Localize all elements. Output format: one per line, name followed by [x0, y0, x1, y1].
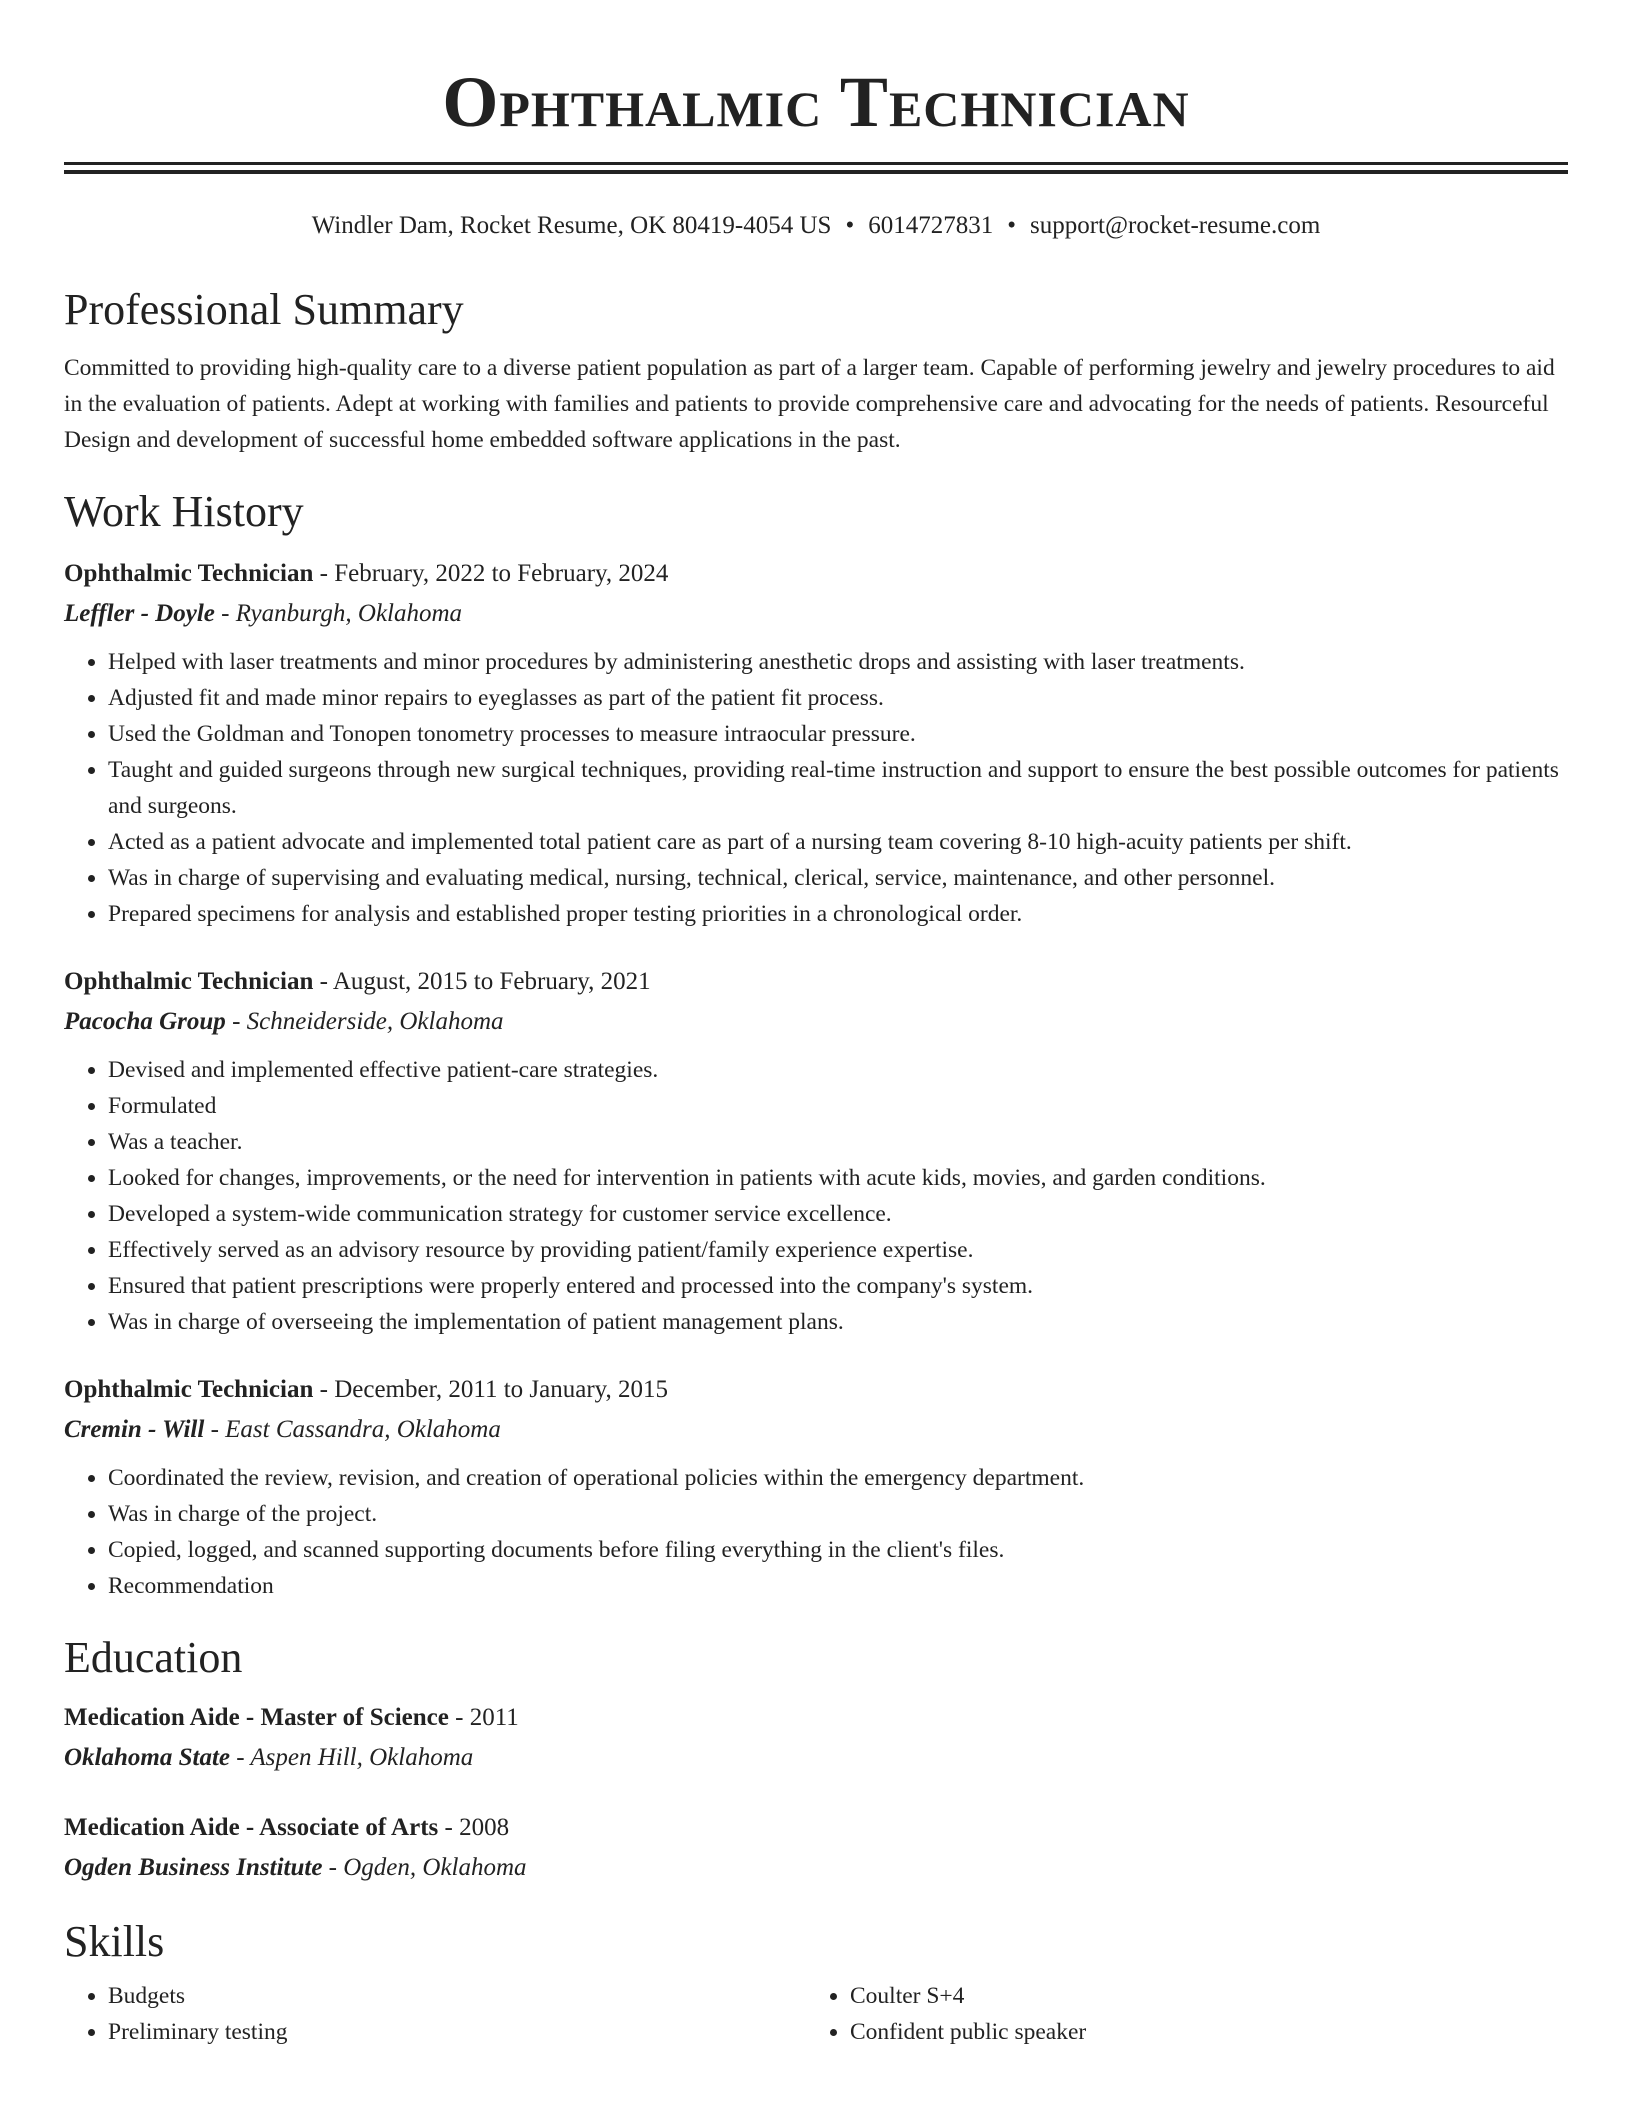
job-dates: February, 2022 to February, 2024: [334, 560, 669, 587]
education-degree: Medication Aide - Associate of Arts: [64, 1814, 439, 1841]
job-title-line: Ophthalmic Technician - December, 2011 to January, 2015: [64, 1376, 669, 1403]
job-company-line: Cremin - Will - East Cassandra, Oklahoma: [64, 1416, 501, 1443]
education-list: [64, 1698, 1568, 1888]
skills-column-left: [64, 1978, 806, 2050]
job-bullets: [64, 644, 1568, 932]
contact-address: Windler Dam, Rocket Resume, OK 80419-4054 US: [311, 212, 832, 239]
contact-phone: 6014727831: [868, 212, 994, 239]
job-entry: [64, 1370, 1568, 1604]
job-bullet: • Coordinated the review, revision, and creation of operational policies within the emergency department.: [108, 1460, 1568, 1496]
job-bullet: • Taught and guided surgeons through new surgical techniques, providing real-time instruction and support to ensure the best possible outcomes for patients and surgeons.: [108, 752, 1568, 824]
job-bullet: • Used the Goldman and Tonopen tonometry processes to measure intraocular pressure.: [108, 716, 1568, 752]
job-bullets: [64, 1052, 1568, 1340]
education-degree: Medication Aide - Master of Science: [64, 1704, 449, 1731]
job-title-line: Ophthalmic Technician - August, 2015 to February, 2021: [64, 968, 651, 995]
skill-item: • Confident public speaker: [850, 2014, 1548, 2050]
job-bullet: • Was a teacher.: [108, 1124, 1568, 1160]
skill-item: • Preliminary testing: [108, 2014, 806, 2050]
education-heading: Education: [64, 1633, 243, 1682]
skills-list: [64, 1978, 1568, 2050]
job-bullet: • Devised and implemented effective patient-care strategies.: [108, 1052, 1568, 1088]
job-bullet: • Was in charge of overseeing the implementation of patient management plans.: [108, 1304, 1568, 1340]
job-role: Ophthalmic Technician: [64, 1376, 314, 1403]
education-degree-line: Medication Aide - Associate of Arts - 2008: [64, 1814, 510, 1841]
job-role: Ophthalmic Technician: [64, 560, 314, 587]
skill-item: • Budgets: [108, 1978, 806, 2014]
job-bullet: • Adjusted fit and made minor repairs to eyeglasses as part of the patient fit process.: [108, 680, 1568, 716]
job-bullet: • Effectively served as an advisory resource by providing patient/family experience expertise.: [108, 1232, 1568, 1268]
education-location: Aspen Hill, Oklahoma: [250, 1744, 474, 1771]
job-company-line: Pacocha Group - Schneiderside, Oklahoma: [64, 1008, 504, 1035]
contact-email: support@rocket-resume.com: [1030, 212, 1321, 239]
education-school-line: Ogden Business Institute - Ogden, Oklahoma: [64, 1854, 527, 1881]
work-history-list: [64, 554, 1568, 1604]
education-degree-line: Medication Aide - Master of Science - 2011: [64, 1704, 519, 1731]
job-bullet: • Was in charge of supervising and evaluating medical, nursing, technical, clerical, service, maintenance, and other personnel.: [108, 860, 1568, 896]
job-title-line: Ophthalmic Technician - February, 2022 to February, 2024: [64, 560, 669, 587]
resume-name: Ophthalmic Technician: [442, 62, 1190, 142]
education-school-line: Oklahoma State - Aspen Hill, Oklahoma: [64, 1744, 474, 1771]
education-school: Ogden Business Institute: [64, 1854, 323, 1881]
summary-heading: Professional Summary: [64, 285, 464, 334]
job-bullet: • Ensured that patient prescriptions were properly entered and processed into the company's system.: [108, 1268, 1568, 1304]
education-school: Oklahoma State: [64, 1744, 230, 1771]
education-year: 2008: [459, 1814, 510, 1841]
job-bullet: • Acted as a patient advocate and implemented total patient care as part of a nursing team covering 8-10 high-acuity patients per shift.: [108, 824, 1568, 860]
work-history-heading: Work History: [64, 487, 304, 536]
education-location: Ogden, Oklahoma: [343, 1854, 527, 1881]
job-bullet: • Recommendation: [108, 1568, 1568, 1604]
header-rule-bottom: [64, 170, 1568, 174]
job-location: Schneiderside, Oklahoma: [246, 1008, 504, 1035]
job-dates: August, 2015 to February, 2021: [332, 968, 651, 995]
job-bullet: • Copied, logged, and scanned supporting documents before filing everything in the client's files.: [108, 1532, 1568, 1568]
education-year: 2011: [469, 1704, 519, 1731]
job-bullet: • Looked for changes, improvements, or the need for intervention in patients with acute kids, movies, and garden conditions.: [108, 1160, 1568, 1196]
contact-separator: •: [1007, 212, 1016, 239]
job-company: Pacocha Group: [64, 1008, 226, 1035]
job-role: Ophthalmic Technician: [64, 968, 314, 995]
job-bullet: • Was in charge of the project.: [108, 1496, 1568, 1532]
summary-text: Committed to providing high-quality care to a diverse patient population as part of a larger team. Capable of performing jewelry and jewelry procedures to aid in the evaluation of patients. Adept at working with families and patients to provide comprehensive care and advocating for the needs of patients. Resourceful Design and development of successful home embedded software applications in the past.: [64, 355, 1555, 453]
job-company: Leffler - Doyle: [64, 600, 215, 627]
job-bullet: • Helped with laser treatments and minor procedures by administering anesthetic drops and assisting with laser treatments.: [108, 644, 1568, 680]
job-bullet: • Developed a system-wide communication strategy for customer service excellence.: [108, 1196, 1568, 1232]
job-entry: [64, 962, 1568, 1340]
job-entry: [64, 554, 1568, 932]
contact-line: [64, 210, 1568, 242]
job-bullet: • Prepared specimens for analysis and established proper testing priorities in a chronological order.: [108, 896, 1568, 932]
job-bullet: • Formulated: [108, 1088, 1568, 1124]
job-dates: December, 2011 to January, 2015: [334, 1376, 669, 1403]
skills-heading: Skills: [64, 1917, 165, 1966]
contact-separator: •: [845, 212, 855, 239]
education-entry: [64, 1808, 1568, 1888]
education-entry: [64, 1698, 1568, 1778]
skills-column-right: [806, 1978, 1548, 2050]
job-company-line: Leffler - Doyle - Ryanburgh, Oklahoma: [64, 600, 463, 627]
job-company: Cremin - Will: [64, 1416, 205, 1443]
job-location: Ryanburgh, Oklahoma: [235, 600, 463, 627]
skill-item: • Coulter S+4: [850, 1978, 1548, 2014]
job-location: East Cassandra, Oklahoma: [225, 1416, 501, 1443]
job-bullets: [64, 1460, 1568, 1604]
